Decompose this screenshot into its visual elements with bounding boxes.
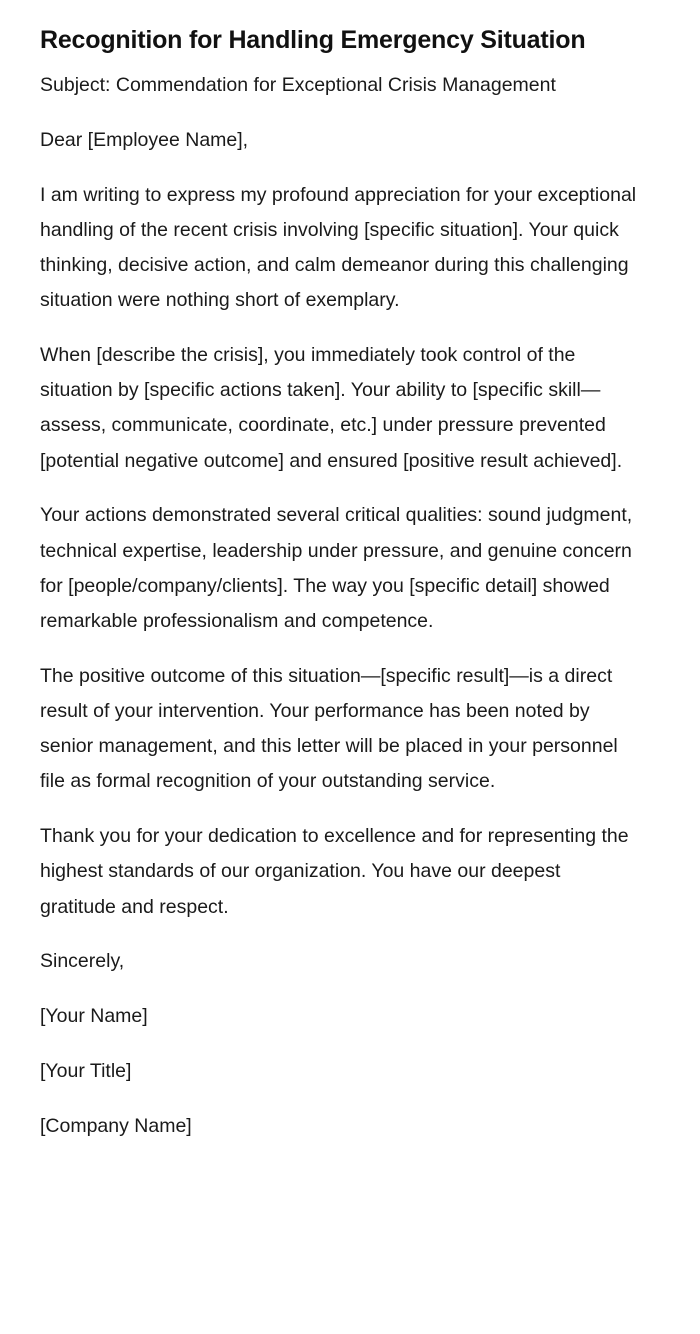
letter-closing: Sincerely,	[40, 950, 125, 973]
letter-paragraph-2: When [describe the crisis], you immediately took control of the situation by [specific actions taken]. Your ability to [specific skill—assess, communicate, coordinate, etc.] under pressure prevented [potential negative outcome] and ensured [positive result achieved].	[40, 344, 623, 472]
letter-document	[40, 22, 640, 1164]
letter-paragraph-4: The positive outcome of this situation—[specific result]—is a direct result of your intervention. Your performance has been noted by senior management, and this letter will be placed in your personnel file as formal recognition of your outstanding service.	[40, 664, 618, 793]
letter-subject: Subject: Commendation for Exceptional Crisis Management	[40, 74, 556, 96]
letter-paragraph-5: Thank you for your dedication to excellence and for representing the highest standards of our organization. You have our deepest gratitude and respect.	[40, 825, 629, 918]
letter-paragraph-3: Your actions demonstrated several critical qualities: sound judgment, technical expertise, leadership under pressure, and genuine concern for [people/company/clients]. The way you [specific detail] showed remarkable professionalism and competence.	[40, 504, 633, 633]
signature-company: [Company Name]	[40, 1114, 192, 1137]
signature-title: [Your Title]	[40, 1060, 132, 1083]
letter-title: Recognition for Handling Emergency Situation	[40, 26, 586, 54]
letter-paragraph-1: I am writing to express my profound appreciation for your exceptional handling of the recent crisis involving [specific situation]. Your quick thinking, decisive action, and calm demeanor during this challenging situation were nothing short of exemplary.	[40, 183, 637, 312]
signature-name: [Your Name]	[40, 1005, 148, 1028]
letter-salutation: Dear [Employee Name],	[40, 128, 249, 151]
